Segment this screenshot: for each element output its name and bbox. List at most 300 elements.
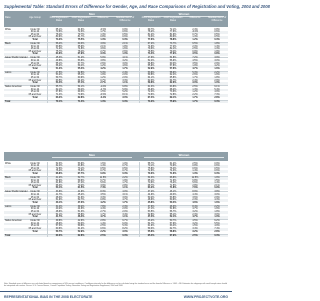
men-cell: 8.1%: [114, 94, 136, 97]
women-cell: 2.3%: [184, 199, 206, 202]
row-age-group: 45 to 64: [24, 182, 46, 185]
men-cell: 3.3%: [114, 80, 136, 83]
header-women-col2: 2008 Registration Rates: [162, 17, 184, 23]
women-cell: 71.9%: [162, 180, 184, 183]
men-cell: 48.3%: [48, 197, 70, 200]
women-cell: 59.8%: [140, 74, 162, 77]
women-cell: 0.5%: [206, 168, 228, 171]
women-cell: 8.4%: [184, 206, 206, 209]
women-cell: 2.8%: [206, 231, 228, 234]
men-cell: 3.6%: [92, 48, 114, 51]
men-cell: 1.3%: [92, 39, 114, 42]
men-cell: 57.1%: [70, 82, 92, 85]
men-cell: 52.9%: [70, 231, 92, 234]
men-cell: 1.1%: [114, 187, 136, 190]
women-cell: 72.9%: [140, 170, 162, 173]
row-race-label: Latino: [5, 72, 11, 75]
women-cell: 52.4%: [140, 60, 162, 63]
men-cell: 66.8%: [48, 173, 70, 176]
women-cell: 4.7%: [184, 216, 206, 219]
table-header-2: [4, 152, 228, 161]
women-cell: 2.9%: [206, 80, 228, 83]
row-age-group: Under 30: [24, 43, 46, 46]
men-cell: 60.3%: [70, 43, 92, 46]
women-cell: 76.4%: [162, 168, 184, 171]
men-cell: 0.9%: [114, 29, 136, 32]
men-cell: 64.6%: [48, 53, 70, 56]
women-cell: 55.6%: [140, 231, 162, 234]
footer-website[interactable]: WWW.PROJECTVOTE.ORG: [184, 295, 228, 299]
table-row: [4, 235, 228, 238]
women-cell: 59.3%: [140, 228, 162, 231]
men-cell: 52.3%: [48, 163, 70, 166]
men-cell: 0.9%: [92, 173, 114, 176]
women-cell: 44.9%: [140, 194, 162, 197]
women-cell: 6.8%: [184, 180, 206, 183]
header-men-col2: 2008 Registration Rates: [70, 17, 92, 23]
row-age-group: 65 and Over: [24, 80, 46, 83]
men-cell: 0.7%: [114, 170, 136, 173]
men-cell: 0.3%: [114, 39, 136, 42]
women-cell: 52.9%: [140, 68, 162, 71]
men-cell: 8.3%: [92, 191, 114, 194]
women-cell: 62.6%: [162, 82, 184, 85]
women-cell: 4.7%: [184, 208, 206, 211]
men-cell: 62.8%: [70, 97, 92, 100]
women-cell: 6.1%: [206, 86, 228, 89]
women-cell: 4.7%: [184, 68, 206, 71]
men-cell: 1.7%: [114, 68, 136, 71]
row-age-group: 65 and Over: [24, 185, 46, 188]
women-cell: 1.9%: [206, 51, 228, 54]
men-cell: 57.3%: [48, 225, 70, 228]
row-race-label: Black: [5, 43, 11, 46]
women-cell: 75.8%: [140, 168, 162, 171]
women-cell: 70.9%: [162, 165, 184, 168]
women-cell: 2.5%: [184, 48, 206, 51]
women-cell: 52.8%: [140, 214, 162, 217]
men-cell: 3.9%: [92, 43, 114, 46]
women-cell: 0.3%: [206, 39, 228, 42]
row-age-group: Under 30: [24, 29, 46, 32]
men-cell: 7.8%: [92, 206, 114, 209]
men-cell: 50.3%: [70, 223, 92, 226]
women-cell: 53.6%: [140, 72, 162, 75]
men-cell: 48.6%: [48, 211, 70, 214]
women-cell: 0.3%: [206, 235, 228, 238]
men-cell: 4.2%: [92, 68, 114, 71]
men-cell: -2.7%: [92, 89, 114, 92]
men-cell: 54.1%: [70, 86, 92, 89]
men-cell: 50.7%: [48, 231, 70, 234]
men-cell: 67.9%: [70, 53, 92, 56]
men-cell: 40.2%: [48, 208, 70, 211]
row-age-group: 65 and Over: [24, 51, 46, 54]
men-cell: 3.0%: [114, 197, 136, 200]
women-cell: 1.3%: [206, 48, 228, 51]
men-cell: 53.2%: [48, 74, 70, 77]
row-age-group: 45 to 64: [24, 34, 46, 37]
women-cell: 62.4%: [162, 74, 184, 77]
men-cell: 2.0%: [114, 211, 136, 214]
women-cell: 63.8%: [162, 86, 184, 89]
women-cell: 1.4%: [206, 46, 228, 49]
men-cell: 2.5%: [92, 225, 114, 228]
row-age-group: Under 30: [24, 86, 46, 89]
men-cell: 59.4%: [70, 65, 92, 68]
header-men-2: Men: [48, 153, 136, 157]
men-cell: 71.4%: [48, 94, 70, 97]
women-cell: 4.6%: [184, 202, 206, 205]
men-cell: 1.6%: [92, 163, 114, 166]
men-cell: 2.8%: [114, 185, 136, 188]
men-cell: 2.8%: [92, 220, 114, 223]
women-cell: 78.5%: [140, 51, 162, 54]
women-cell: 52.1%: [162, 216, 184, 219]
men-cell: 1.9%: [114, 180, 136, 183]
women-cell: 3.8%: [206, 191, 228, 194]
men-cell: 72.6%: [48, 168, 70, 171]
women-cell: 47.4%: [140, 216, 162, 219]
men-cell: 65.9%: [70, 46, 92, 49]
row-age-group: Total: [24, 173, 46, 176]
row-age-group: Under 30: [24, 163, 46, 166]
registration-table: [4, 28, 228, 151]
header-men: Men: [48, 12, 136, 16]
men-cell: 4.7%: [92, 216, 114, 219]
men-cell: 1.3%: [92, 101, 114, 104]
women-cell: 1.6%: [206, 68, 228, 71]
men-cell: 66.3%: [48, 185, 70, 188]
women-cell: 1.5%: [184, 225, 206, 228]
women-cell: 2.3%: [184, 214, 206, 217]
women-cell: 1.2%: [184, 91, 206, 94]
men-cell: 74.2%: [48, 39, 70, 42]
men-cell: 51.2%: [48, 68, 70, 71]
women-cell: 2.4%: [184, 29, 206, 32]
men-cell: 43.1%: [48, 202, 70, 205]
women-cell: 45.8%: [140, 202, 162, 205]
women-cell: 7.4%: [206, 228, 228, 231]
row-age-group: 45 to 64: [24, 211, 46, 214]
women-cell: 4.3%: [206, 199, 228, 202]
row-age-group: Under 30: [24, 191, 46, 194]
women-cell: 4.9%: [206, 91, 228, 94]
women-cell: 4.5%: [184, 60, 206, 63]
men-cell: 2.2%: [114, 177, 136, 180]
men-cell: 75.5%: [70, 39, 92, 42]
row-age-group: 45 to 64: [24, 197, 46, 200]
women-cell: 46.1%: [162, 191, 184, 194]
women-cell: 7.6%: [184, 187, 206, 190]
men-cell: 2.7%: [92, 51, 114, 54]
women-cell: 48.6%: [140, 199, 162, 202]
women-cell: 79.3%: [140, 36, 162, 39]
men-cell: 1.9%: [92, 74, 114, 77]
women-cell: 72.8%: [162, 94, 184, 97]
women-cell: 2.5%: [184, 163, 206, 166]
women-cell: 69.1%: [162, 97, 184, 100]
women-cell: 64.7%: [162, 80, 184, 83]
men-cell: 74.8%: [70, 48, 92, 51]
men-cell: 47.5%: [48, 72, 70, 75]
men-cell: 49.8%: [48, 60, 70, 63]
row-age-group: 45 to 64: [24, 77, 46, 80]
women-cell: 5.3%: [184, 72, 206, 75]
women-cell: 58.8%: [162, 231, 184, 234]
women-cell: 1.9%: [206, 74, 228, 77]
men-cell: 2.3%: [114, 206, 136, 209]
row-age-group: 45 to 64: [24, 168, 46, 171]
row-age-group: Total: [24, 97, 46, 100]
men-cell: 3.3%: [92, 53, 114, 56]
row-race-label: White: [5, 29, 11, 32]
women-cell: 53.8%: [162, 197, 184, 200]
women-cell: 0.6%: [184, 168, 206, 171]
row-age-group: 30 to 44: [24, 194, 46, 197]
men-cell: 4.7%: [114, 199, 136, 202]
women-cell: 61.9%: [140, 225, 162, 228]
men-cell: 53.6%: [70, 60, 92, 63]
men-cell: 2.0%: [114, 74, 136, 77]
table-header: [4, 11, 228, 27]
women-cell: 2.5%: [184, 235, 206, 238]
men-cell: 45.2%: [70, 194, 92, 197]
women-cell: 74.9%: [140, 46, 162, 49]
row-age-group: 45 to 64: [24, 91, 46, 94]
row-age-group: 30 to 44: [24, 89, 46, 92]
men-cell: 81.7%: [70, 36, 92, 39]
women-cell: 61.2%: [162, 163, 184, 166]
header-women-col1: 2004 Registration Rates: [140, 17, 162, 23]
men-cell: 60.3%: [48, 235, 70, 238]
men-cell: 71.4%: [70, 101, 92, 104]
men-cell: 61.2%: [70, 228, 92, 231]
row-age-group: 30 to 44: [24, 208, 46, 211]
footnote: Note: Standard errors of difference are calculated based on comparisons at 90% percent confidence. Confidence intervals for the difference can be calculated using the standard error and the formula Difference ± 1.645 × SE. Estimates for subgroups with small sample sizes should be interpreted with caution. Source: U.S. Census Bureau, Current Population Survey, November Voting and Registration Supplement, 2004 and 2008.: [4, 283, 228, 289]
women-cell: 77.6%: [162, 31, 184, 34]
men-cell: 58.2%: [48, 65, 70, 68]
men-cell: 0.5%: [114, 168, 136, 171]
men-cell: 41.2%: [48, 177, 70, 180]
row-age-group: Total: [24, 202, 46, 205]
men-cell: 6.8%: [114, 86, 136, 89]
women-cell: 78.8%: [162, 39, 184, 42]
women-cell: 3.4%: [184, 228, 206, 231]
men-cell: 2.6%: [114, 51, 136, 54]
women-cell: 70.6%: [140, 182, 162, 185]
women-cell: 3.9%: [206, 57, 228, 60]
men-cell: 3.9%: [92, 185, 114, 188]
row-age-group: Total: [24, 68, 46, 71]
women-cell: 0.8%: [184, 165, 206, 168]
women-cell: 6.5%: [184, 43, 206, 46]
women-cell: 69.7%: [140, 29, 162, 32]
row-age-group: 45 to 64: [24, 48, 46, 51]
women-cell: 3.2%: [184, 223, 206, 226]
women-cell: 1.0%: [206, 82, 228, 85]
women-cell: 58.9%: [162, 72, 184, 75]
men-cell: 60.9%: [70, 77, 92, 80]
men-cell: 1.8%: [114, 46, 136, 49]
men-cell: 3.4%: [114, 214, 136, 217]
women-cell: 1.9%: [206, 177, 228, 180]
men-cell: 1.2%: [92, 77, 114, 80]
men-cell: 3.0%: [114, 63, 136, 66]
men-cell: 44.6%: [70, 208, 92, 211]
men-cell: 1.3%: [92, 34, 114, 37]
row-race-label: Native American: [5, 86, 22, 89]
women-cell: 74.4%: [140, 53, 162, 56]
men-cell: 1.4%: [92, 165, 114, 168]
women-cell: 3.0%: [206, 214, 228, 217]
table-row: [4, 101, 228, 104]
row-age-group: 30 to 44: [24, 165, 46, 168]
men-cell: 72.3%: [70, 31, 92, 34]
men-cell: 2.1%: [92, 46, 114, 49]
men-cell: 63.8%: [70, 165, 92, 168]
women-cell: 54.7%: [140, 223, 162, 226]
men-cell: 71.2%: [48, 48, 70, 51]
women-cell: 0.5%: [206, 34, 228, 37]
women-cell: 0.7%: [184, 34, 206, 37]
men-cell: 3.8%: [92, 60, 114, 63]
men-cell: -1.6%: [92, 86, 114, 89]
men-cell: 5.9%: [92, 57, 114, 60]
footer-publication: REPRESENTATIONAL BIAS IN THE 2008 ELECTORATE: [4, 295, 92, 299]
men-cell: 2.4%: [114, 72, 136, 75]
men-cell: 4.1%: [114, 57, 136, 60]
women-cell: 0.9%: [184, 51, 206, 54]
women-cell: 57.8%: [162, 65, 184, 68]
women-cell: 2.6%: [184, 74, 206, 77]
men-cell: 52.7%: [70, 177, 92, 180]
women-cell: 60.3%: [162, 63, 184, 66]
women-cell: 67.9%: [162, 235, 184, 238]
row-age-group: Under 30: [24, 177, 46, 180]
men-cell: 52.8%: [70, 72, 92, 75]
women-cell: 73.6%: [162, 91, 184, 94]
men-cell: 48.9%: [48, 223, 70, 226]
women-cell: 78.2%: [140, 31, 162, 34]
men-cell: 0.6%: [114, 36, 136, 39]
men-cell: 11.5%: [92, 177, 114, 180]
women-cell: 62.7%: [162, 228, 184, 231]
women-cell: 82.1%: [162, 48, 184, 51]
women-cell: 3.0%: [206, 60, 228, 63]
women-cell: 4.9%: [206, 225, 228, 228]
row-age-group: 65 and Over: [24, 214, 46, 217]
women-cell: 6.2%: [206, 220, 228, 223]
men-cell: 55.4%: [70, 68, 92, 71]
men-cell: 6.7%: [114, 220, 136, 223]
women-cell: 71.6%: [162, 173, 184, 176]
row-age-group: Total: [24, 53, 46, 56]
women-cell: 1.4%: [206, 182, 228, 185]
women-cell: 3.0%: [206, 194, 228, 197]
women-cell: 12.5%: [184, 177, 206, 180]
men-cell: 59.4%: [70, 89, 92, 92]
men-cell: 53.9%: [70, 163, 92, 166]
men-cell: 79.7%: [70, 34, 92, 37]
women-cell: 5.5%: [206, 223, 228, 226]
men-cell: 1.7%: [92, 214, 114, 217]
men-cell: 70.6%: [48, 31, 70, 34]
row-race-label: White: [5, 163, 11, 166]
women-cell: 57.6%: [162, 68, 184, 71]
women-cell: 50.2%: [140, 197, 162, 200]
men-cell: 67.7%: [70, 173, 92, 176]
men-cell: 41.7%: [48, 216, 70, 219]
men-cell: 67.8%: [48, 91, 70, 94]
women-cell: 1.8%: [206, 77, 228, 80]
women-cell: 1.2%: [184, 39, 206, 42]
women-cell: 2.9%: [206, 197, 228, 200]
women-cell: 61.3%: [140, 86, 162, 89]
men-cell: 5.6%: [92, 182, 114, 185]
women-cell: 1.5%: [206, 180, 228, 183]
men-cell: -0.5%: [92, 29, 114, 32]
men-cell: 62.4%: [48, 165, 70, 168]
men-cell: 51.2%: [70, 57, 92, 60]
men-cell: 5.2%: [114, 91, 136, 94]
men-cell: 51.6%: [70, 197, 92, 200]
men-cell: 57.7%: [70, 63, 92, 66]
men-cell: 2.5%: [92, 235, 114, 238]
men-cell: 4.0%: [114, 191, 136, 194]
women-cell: 3.2%: [184, 211, 206, 214]
women-cell: 47.1%: [140, 208, 162, 211]
women-cell: 65.4%: [140, 235, 162, 238]
women-cell: 2.2%: [206, 206, 228, 209]
men-cell: 2.7%: [92, 82, 114, 85]
women-cell: 8.9%: [184, 191, 206, 194]
men-cell: 67.4%: [70, 182, 92, 185]
men-cell: 69.3%: [70, 91, 92, 94]
women-cell: 1.9%: [206, 208, 228, 211]
women-cell: 72.1%: [162, 29, 184, 32]
women-cell: 68.7%: [140, 185, 162, 188]
women-cell: 50.7%: [162, 220, 184, 223]
row-age-group: 65 and Over: [24, 94, 46, 97]
men-cell: 6.7%: [92, 180, 114, 183]
men-cell: 78.4%: [48, 34, 70, 37]
women-cell: 37.9%: [140, 206, 162, 209]
women-cell: 73.7%: [162, 43, 184, 46]
men-cell: 70.1%: [48, 101, 70, 104]
header-men-col3: Difference: [92, 17, 114, 20]
women-cell: 55.9%: [140, 65, 162, 68]
women-cell: 3.6%: [184, 197, 206, 200]
row-age-group: 30 to 44: [24, 223, 46, 226]
women-cell: 4.5%: [184, 220, 206, 223]
row-age-group: Total: [24, 231, 46, 234]
women-cell: 74.2%: [140, 101, 162, 104]
men-cell: 3.5%: [92, 194, 114, 197]
women-cell: 3.5%: [184, 53, 206, 56]
row-age-group: Under 30: [24, 72, 46, 75]
men-cell: 70.2%: [70, 185, 92, 188]
women-cell: -0.6%: [184, 31, 206, 34]
women-cell: 58.7%: [140, 163, 162, 166]
row-age-group: 65 and Over: [24, 65, 46, 68]
men-cell: 70.9%: [70, 94, 92, 97]
women-cell: 2.2%: [206, 72, 228, 75]
row-age-group: Total: [24, 39, 46, 42]
women-cell: 2.3%: [184, 46, 206, 49]
row-race-label: Total: [5, 101, 10, 104]
women-cell: 65.1%: [140, 180, 162, 183]
